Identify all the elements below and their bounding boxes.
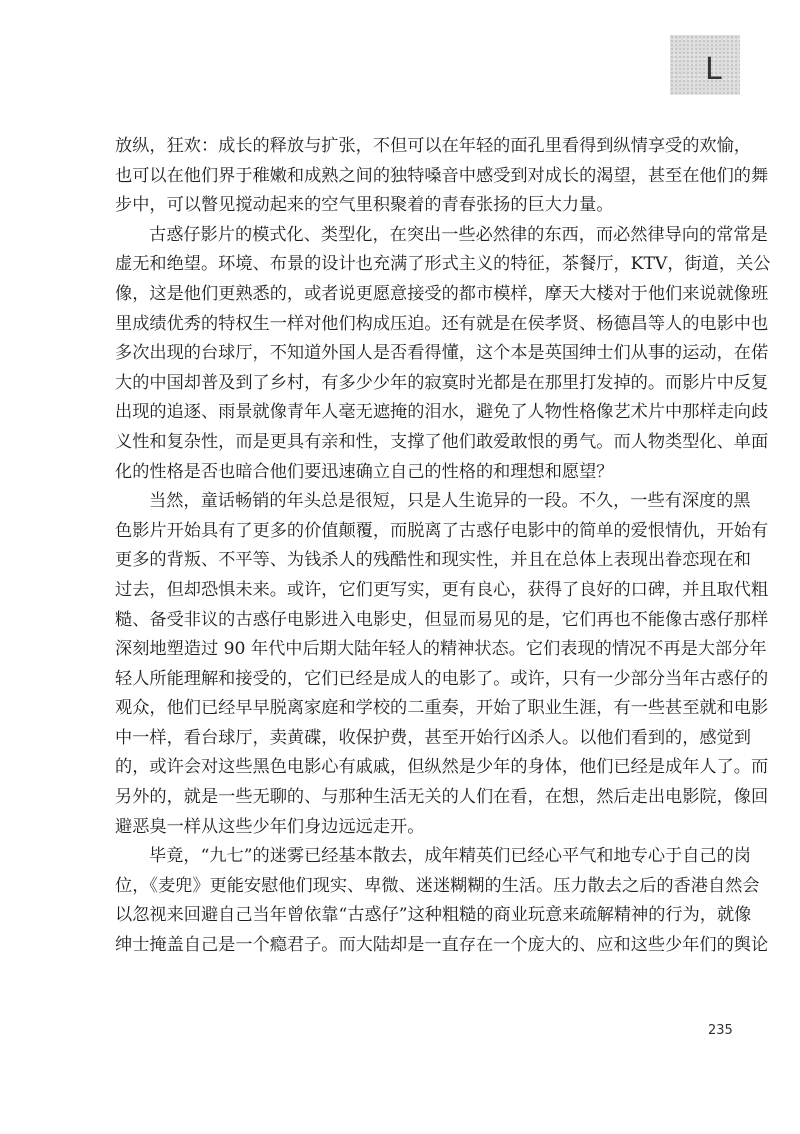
text-line: 深刻地塑造过 90 年代中后期大陆年轻人的精神状态。它们表现的情况不再是大部分年 (115, 639, 767, 660)
text-line: 绅士掩盖自己是一个瘾君子。而大陆却是一直存在一个庞大的、应和这些少年们的舆论 (115, 935, 769, 956)
text-line: 也可以在他们界于稚嫩和成熟之间的独特嗓音中感受到对成长的渴望，甚至在他们的舞 (115, 165, 769, 186)
text-line: 虚无和绝望。环境、布景的设计也充满了形式主义的特征，茶餐厅，KTV，街道，关公 (115, 254, 771, 275)
text-line: 化的性格是否也暗合他们要迅速确立自己的性格的和理想和愿望？ (115, 461, 614, 482)
text-line: 避恶臭一样从这些少年们身边远远走开。 (115, 816, 425, 837)
text-line: 糙、备受非议的古惑仔电影进入电影史，但显而易见的是，它们再也不能像古惑仔那样 (115, 609, 769, 630)
body-text (115, 132, 771, 961)
text-line: 多次出现的台球厅，不知道外国人是否看得懂，这个本是英国绅士们从事的运动，在偌 (115, 343, 769, 364)
text-line: 古惑仔影片的模式化、类型化，在突出一些必然律的东西，而必然律导向的常常是 (149, 224, 768, 245)
text-line: 出现的追逐、雨景就像青年人毫无遮掩的泪水，避免了人物性格像艺术片中那样走向歧 (115, 402, 769, 423)
text-line: 过去，但却恐惧未来。或许，它们更写实，更有良心，获得了良好的口碑，并且取代粗 (115, 579, 769, 600)
text-line: 以忽视来回避自己当年曾依靠“古惑仔”这种粗糙的商业玩意来疏解精神的行为，就像 (115, 905, 752, 926)
text-line: 另外的，就是一些无聊的、与那种生活无关的人们在看，在想，然后走出电影院，像回 (115, 787, 769, 808)
chapter-tab-letter: L (705, 52, 722, 87)
page-number: 235 (708, 1023, 733, 1038)
text-line: 色影片开始具有了更多的价值颠覆，而脱离了古惑仔电影中的简单的爱恨情仇，开始有 (115, 520, 769, 541)
text-line: 位，《麦兜》更能安慰他们现实、卑微、迷迷糊糊的生活。压力散去之后的香港自然会 (115, 875, 760, 896)
text-line: 毕竟，“九七”的迷雾已经基本散去，成年精英们已经心平气和地专心于自己的岗 (149, 846, 751, 867)
text-line: 步中，可以瞥见搅动起来的空气里积聚着的青春张扬的巨大力量。 (115, 195, 614, 216)
text-line: 更多的背叛、不平等、为钱杀人的残酷性和现实性，并且在总体上表现出眷恋现在和 (115, 550, 751, 571)
text-line: 当然，童话畅销的年头总是很短，只是人生诡异的一段。不久，一些有深度的黑 (149, 491, 751, 512)
text-line: 放纵，狂欢：成长的释放与扩张，不但可以在年轻的面孔里看得到纵情享受的欢愉， (115, 136, 751, 156)
text-line: 大的中国却普及到了乡村，有多少少年的寂寞时光都是在那里打发掉的。而影片中反复 (115, 372, 769, 393)
text-line: 轻人所能理解和接受的，它们已经是成人的电影了。或许，只有一少部分当年古惑仔的 (115, 668, 769, 689)
text-line: 的，或许会对这些黑色电影心有戚戚，但纵然是少年的身体，他们已经是成年人了。而 (115, 757, 769, 778)
text-line: 里成绩优秀的特权生一样对他们构成压迫。还有就是在侯孝贤、杨德昌等人的电影中也 (115, 313, 769, 334)
text-line: 义性和复杂性，而是更具有亲和性，支撑了他们敢爱敢恨的勇气。而人物类型化、单面 (115, 431, 769, 452)
text-line: 像，这是他们更熟悉的，或者说更愿意接受的都市模样，摩天大楼对于他们来说就像班 (115, 283, 769, 304)
text-line: 中一样，看台球厅，卖黄碟，收保护费，甚至开始行凶杀人。以他们看到的，感觉到 (115, 727, 751, 748)
text-line: 观众，他们已经早早脱离家庭和学校的二重奏，开始了职业生涯，有一些甚至就和电影 (115, 698, 769, 719)
